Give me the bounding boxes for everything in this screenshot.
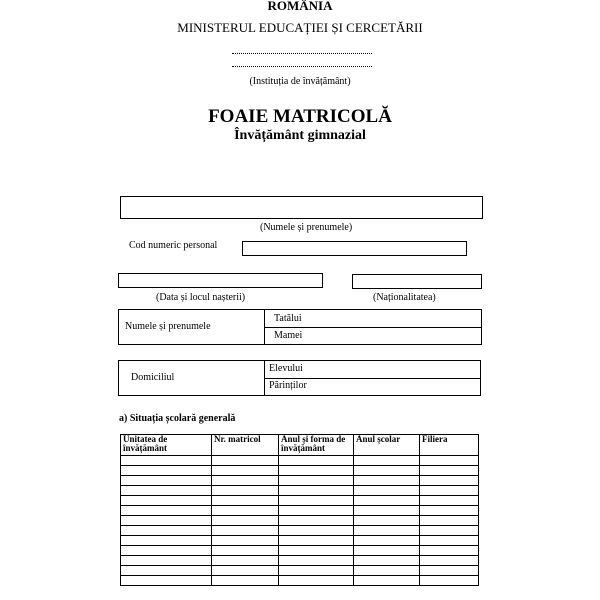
column-header-track: Filiera [420, 435, 479, 456]
school-situation-table [120, 434, 479, 586]
table-row [121, 476, 479, 486]
table-row [121, 466, 479, 476]
table-cell[interactable] [279, 476, 354, 486]
table-cell[interactable] [212, 576, 279, 586]
table-cell[interactable] [354, 486, 420, 496]
institution-dotted-line-2 [232, 66, 372, 67]
nationality-input-box[interactable] [352, 274, 482, 289]
table-row [121, 496, 479, 506]
table-cell[interactable] [121, 506, 212, 516]
table-cell[interactable] [121, 466, 212, 476]
table-cell[interactable] [121, 486, 212, 496]
table-cell[interactable] [420, 556, 479, 566]
parents-block [118, 309, 482, 345]
table-cell[interactable] [420, 526, 479, 536]
table-cell[interactable] [420, 566, 479, 576]
table-cell[interactable] [121, 576, 212, 586]
table-cell[interactable] [212, 516, 279, 526]
table-cell[interactable] [121, 546, 212, 556]
table-cell[interactable] [279, 566, 354, 576]
table-cell[interactable] [279, 496, 354, 506]
father-label: Tatălui [274, 313, 302, 324]
table-cell[interactable] [354, 536, 420, 546]
table-cell[interactable] [420, 536, 479, 546]
column-header-registry-number: Nr. matricol [212, 435, 279, 456]
table-cell[interactable] [212, 486, 279, 496]
table-row [121, 516, 479, 526]
table-cell[interactable] [279, 546, 354, 556]
table-cell[interactable] [420, 576, 479, 586]
table-cell[interactable] [420, 476, 479, 486]
table-cell[interactable] [279, 536, 354, 546]
birth-caption: (Data și locul nașterii) [156, 292, 246, 303]
table-cell[interactable] [354, 476, 420, 486]
table-cell[interactable] [420, 506, 479, 516]
column-header-unit: Unitatea de învățământ [121, 435, 212, 456]
table-cell[interactable] [354, 506, 420, 516]
table-row [121, 556, 479, 566]
name-caption: (Numele și prenumele) [260, 222, 353, 233]
table-cell[interactable] [420, 516, 479, 526]
table-cell[interactable] [212, 566, 279, 576]
table-cell[interactable] [420, 456, 479, 466]
institution-dotted-line-1 [232, 53, 372, 54]
table-cell[interactable] [121, 536, 212, 546]
table-row [121, 566, 479, 576]
parents-label: Numele și prenumele [125, 321, 211, 332]
column-header-year-and-form: Anul și forma de învățământ [279, 435, 354, 456]
student-domicile-label: Elevului [269, 363, 303, 374]
table-row [121, 526, 479, 536]
table-cell[interactable] [212, 456, 279, 466]
table-cell[interactable] [212, 466, 279, 476]
table-cell[interactable] [121, 526, 212, 536]
table-cell[interactable] [279, 456, 354, 466]
domicile-label: Domiciliul [131, 372, 175, 383]
parents-domicile-label: Părinților [269, 380, 307, 391]
table-cell[interactable] [212, 546, 279, 556]
table-cell[interactable] [212, 496, 279, 506]
column-header-school-year: Anul școlar [354, 435, 420, 456]
nationality-caption: (Naționalitatea) [373, 292, 436, 303]
table-cell[interactable] [121, 566, 212, 576]
document-subtitle: Învățământ gimnazial [234, 128, 366, 143]
table-row [121, 546, 479, 556]
domicile-block [118, 360, 481, 396]
table-cell[interactable] [354, 516, 420, 526]
table-cell[interactable] [354, 466, 420, 476]
table-cell[interactable] [354, 456, 420, 466]
birth-input-box[interactable] [118, 273, 323, 288]
table-cell[interactable] [354, 526, 420, 536]
table-cell[interactable] [279, 506, 354, 516]
cnp-input-box[interactable] [242, 241, 467, 256]
table-row [121, 456, 479, 466]
table-cell[interactable] [212, 506, 279, 516]
table-cell[interactable] [279, 516, 354, 526]
table-cell[interactable] [279, 556, 354, 566]
parents-divider-horizontal [264, 327, 481, 328]
table-row [121, 486, 479, 496]
table-row [121, 536, 479, 546]
table-cell[interactable] [121, 496, 212, 506]
table-cell[interactable] [121, 456, 212, 466]
document-title: FOAIE MATRICOLĂ [208, 106, 392, 127]
cnp-label: Cod numeric personal [129, 240, 218, 251]
table-cell[interactable] [420, 466, 479, 476]
table-cell[interactable] [212, 526, 279, 536]
table-row [121, 576, 479, 586]
table-cell[interactable] [354, 546, 420, 556]
table-cell[interactable] [279, 576, 354, 586]
table-cell[interactable] [354, 556, 420, 566]
domicile-divider-horizontal [264, 378, 480, 379]
institution-caption: (Instituția de învățământ) [249, 76, 351, 87]
table-cell[interactable] [212, 536, 279, 546]
name-input-box[interactable] [120, 196, 483, 219]
table-cell[interactable] [121, 516, 212, 526]
table-cell[interactable] [420, 496, 479, 506]
table-cell[interactable] [121, 476, 212, 486]
header-country: ROMÂNIA [267, 0, 333, 13]
table-cell[interactable] [420, 546, 479, 556]
table-cell[interactable] [279, 466, 354, 476]
table-cell[interactable] [354, 576, 420, 586]
table-row [121, 506, 479, 516]
table-cell[interactable] [420, 486, 479, 496]
table-cell[interactable] [212, 556, 279, 566]
table-cell[interactable] [212, 476, 279, 486]
header-ministry: MINISTERUL EDUCAȚIEI ȘI CERCETĂRII [177, 20, 423, 35]
mother-label: Mamei [274, 330, 303, 341]
table-cell[interactable] [279, 486, 354, 496]
table-header-row [121, 435, 479, 456]
table-cell[interactable] [121, 556, 212, 566]
table-cell[interactable] [354, 496, 420, 506]
table-cell[interactable] [354, 566, 420, 576]
table-cell[interactable] [279, 526, 354, 536]
section-a-title: a) Situația școlară generală [119, 413, 236, 424]
